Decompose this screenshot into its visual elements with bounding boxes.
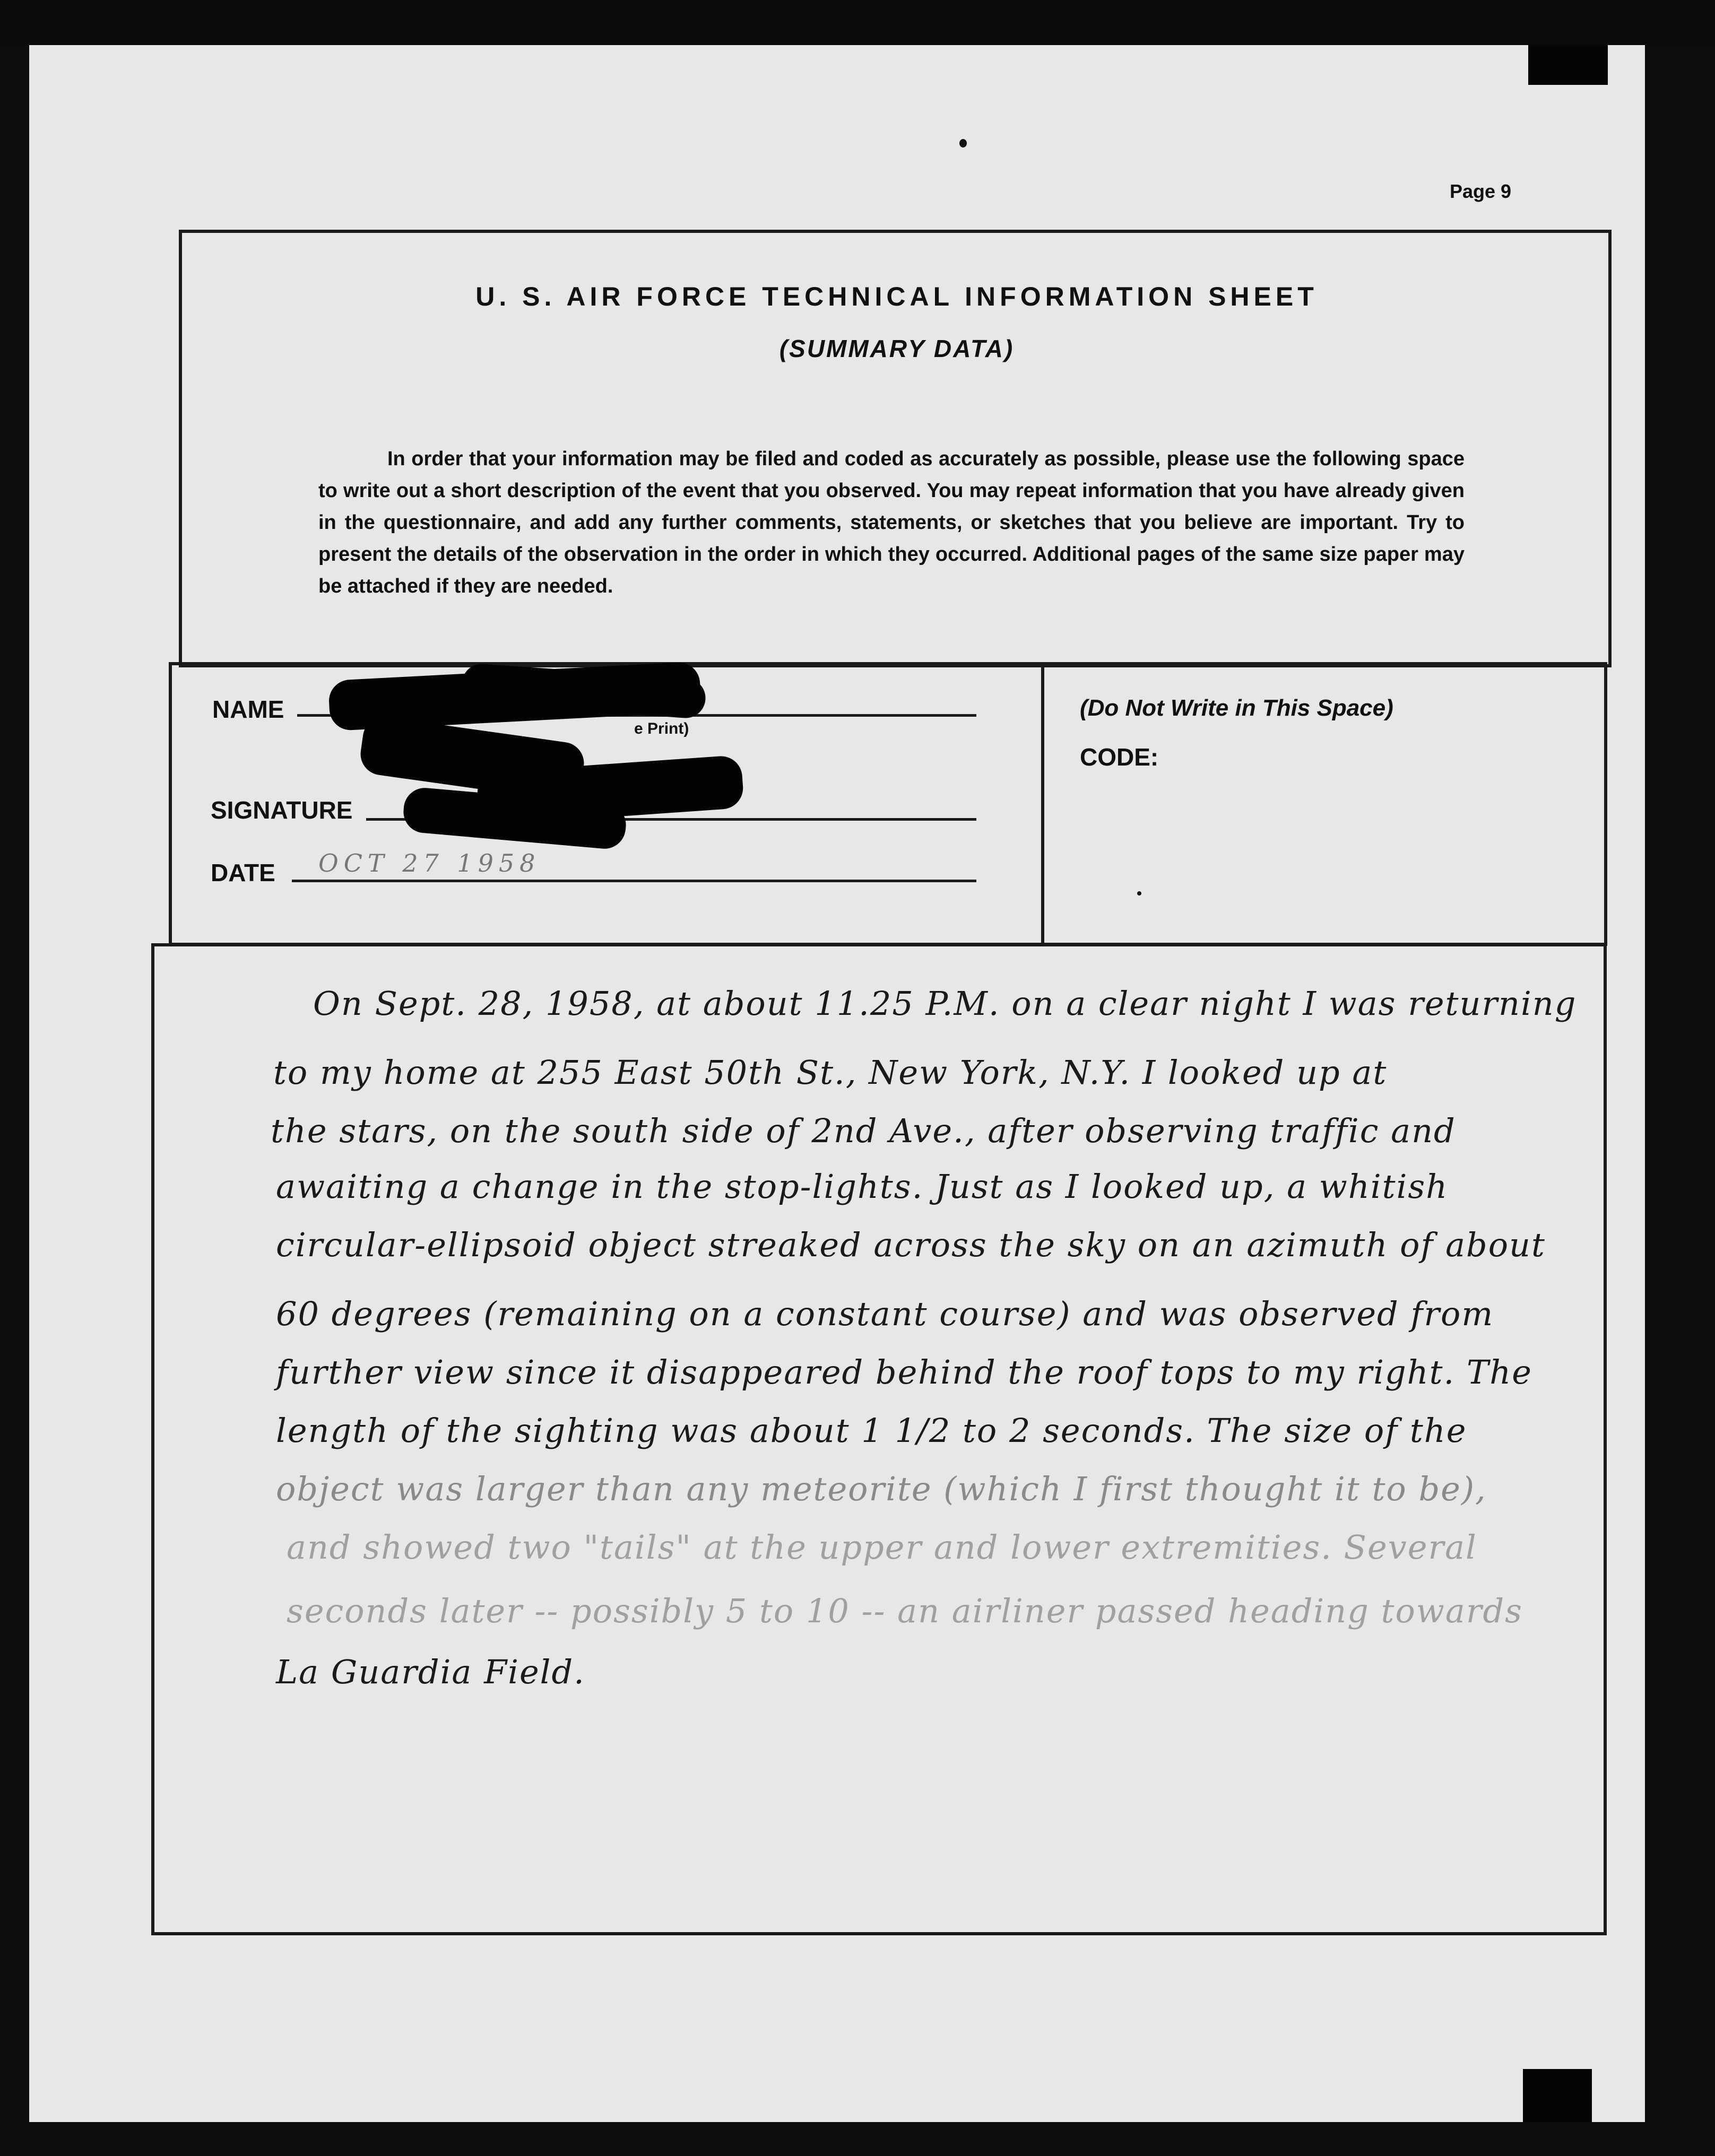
narrative-line: seconds later -- possibly 5 to 10 -- an airliner passed heading towards: [287, 1592, 1523, 1630]
corner-mark-top: [1528, 45, 1608, 85]
narrative-line: the stars, on the south side of 2nd Ave., after observing traffic and: [271, 1111, 1456, 1150]
date-line: [292, 880, 976, 882]
narrative-line: awaiting a change in the stop-lights. Just as I looked up, a whitish: [276, 1167, 1449, 1206]
narrative-line: circular-ellipsoid object streaked across the sky on an azimuth of about: [276, 1225, 1546, 1264]
narrative-line: and showed two "tails" at the upper and lower extremities. Several: [287, 1528, 1477, 1567]
corner-mark-bottom: [1523, 2069, 1592, 2122]
date-value: OCT 27 1958: [318, 849, 541, 877]
speck: [959, 139, 967, 147]
name-hint: e Print): [634, 720, 689, 737]
form-title: U. S. AIR FORCE TECHNICAL INFORMATION SHEET: [475, 282, 1318, 311]
office-use-note: (Do Not Write in This Space): [1080, 695, 1393, 721]
narrative-line: La Guardia Field.: [276, 1653, 585, 1691]
date-label: DATE: [211, 859, 275, 886]
name-label: NAME: [212, 696, 284, 723]
scan-top-edge: [0, 0, 1715, 45]
code-label: CODE:: [1080, 743, 1159, 771]
narrative-line: further view since it disappeared behind the roof tops to my right. The: [276, 1353, 1532, 1392]
narrative-line: length of the sighting was about 1 1/2 to 2 seconds. The size of the: [276, 1411, 1467, 1450]
narrative-line: to my home at 255 East 50th St., New York, N.Y. I looked up at: [273, 1053, 1388, 1092]
page-number: Page 9: [1450, 180, 1512, 202]
signature-label: SIGNATURE: [211, 796, 353, 824]
narrative-line: object was larger than any meteorite (which I first thought it to be),: [276, 1470, 1487, 1508]
form-subtitle: (SUMMARY DATA): [779, 335, 1015, 362]
narrative-line: 60 degrees (remaining on a constant course) and was observed from: [276, 1294, 1494, 1333]
narrative-line: On Sept. 28, 1958, at about 11.25 P.M. on a clear night I was returning: [313, 984, 1577, 1023]
form-instructions: In order that your information may be filed and coded as accurately as possible, please use the following space to write out a short description of the event that you observed. You may repeat information that you have already given in the questionnaire, and add any further comments, statements, or sketches that you believe are important. Try to present the details of the observation in the order in which they occurred. Additional pages of the same size paper may be attached if they are needed.: [318, 448, 1465, 597]
